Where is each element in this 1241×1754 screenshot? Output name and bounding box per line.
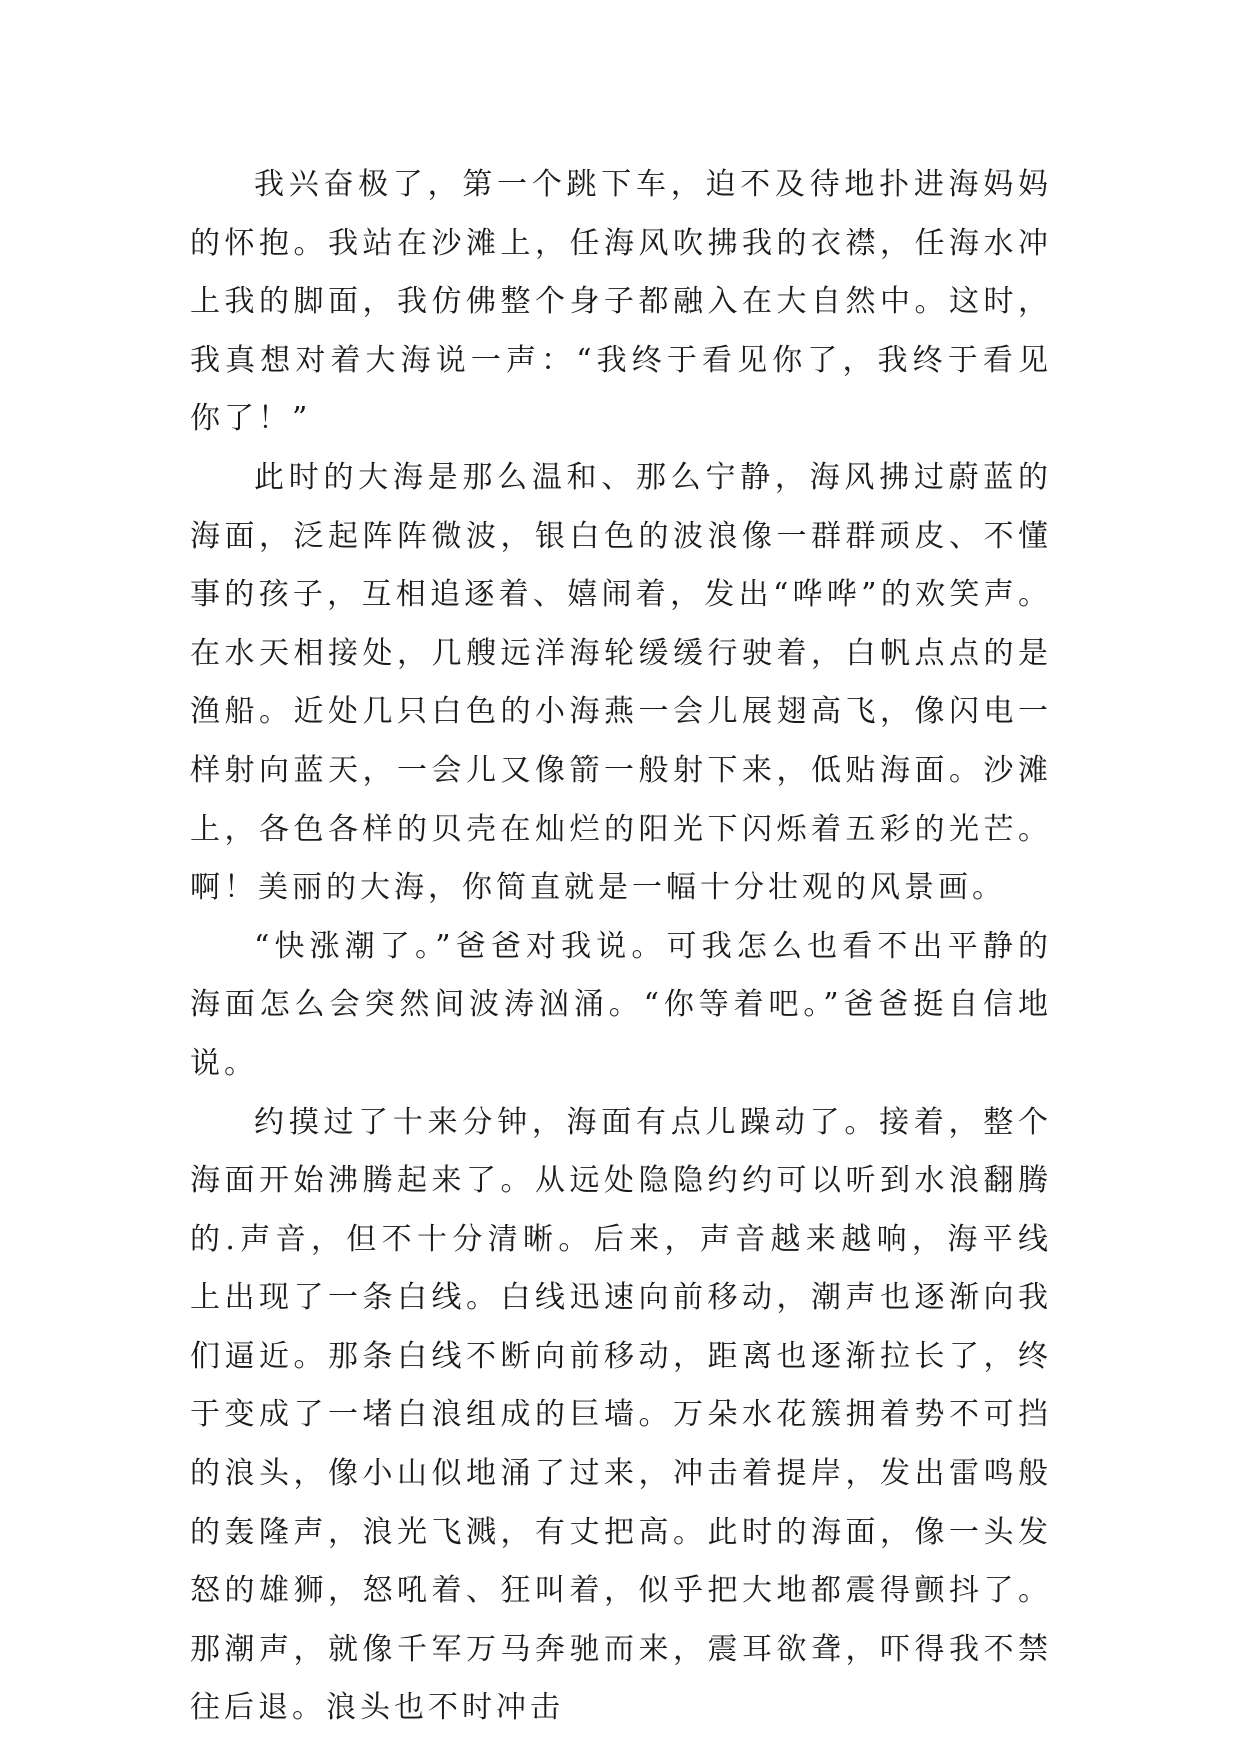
paragraph-4: 约摸过了十来分钟，海面有点儿躁动了。接着，整个海面开始沸腾起来了。从远处隐隐约约可以听到水浪翻腾的.声音，但不十分清晰。后来，声音越来越响，海平线上出现了一条白线。白线迅速向前移动，潮声也逐渐向我们逼近。那条白线不断向前移动，距离也逐渐拉长了，终于变成了一堵白浪组成的巨墙。万朵水花簇拥着势不可挡的浪头，像小山似地涌了过来，冲击着提岸，发出雷鸣般的轰隆声，浪光飞溅，有丈把高。此时的海面，像一头发怒的雄狮，怒吼着、狂叫着，似乎把大地都震得颤抖了。那潮声，就像千军万马奔驰而来，震耳欲聋，吓得我不禁往后退。浪头也不时冲击 [190, 1104, 1052, 1726]
paragraph-3: “快涨潮了。”爸爸对我说。可我怎么也看不出平静的海面怎么会突然间波涛汹涌。“你等着吧。”爸爸挺自信地说。 [190, 928, 1052, 1081]
paragraph-2: 此时的大海是那么温和、那么宁静，海风拂过蔚蓝的海面，泛起阵阵微波，银白色的波浪像一群群顽皮、不懂事的孩子，互相追逐着、嬉闹着，发出“哗哗”的欢笑声。在水天相接处，几艘远洋海轮缓缓行驶着，白帆点点的是渔船。近处几只白色的小海燕一会儿展翅高飞，像闪电一样射向蓝天，一会儿又像箭一般射下来，低贴海面。沙滩上，各色各样的贝壳在灿烂的阳光下闪烁着五彩的光芒。啊！美丽的大海，你简直就是一幅十分壮观的风景画。 [190, 459, 1052, 906]
paragraph-1: 我兴奋极了，第一个跳下车，迫不及待地扑进海妈妈的怀抱。我站在沙滩上，任海风吹拂我的衣襟，任海水冲上我的脚面，我仿佛整个身子都融入在大自然中。这时，我真想对着大海说一声：“我终于看见你了，我终于看见你了！” [190, 167, 1052, 437]
document-body [190, 156, 1052, 1738]
